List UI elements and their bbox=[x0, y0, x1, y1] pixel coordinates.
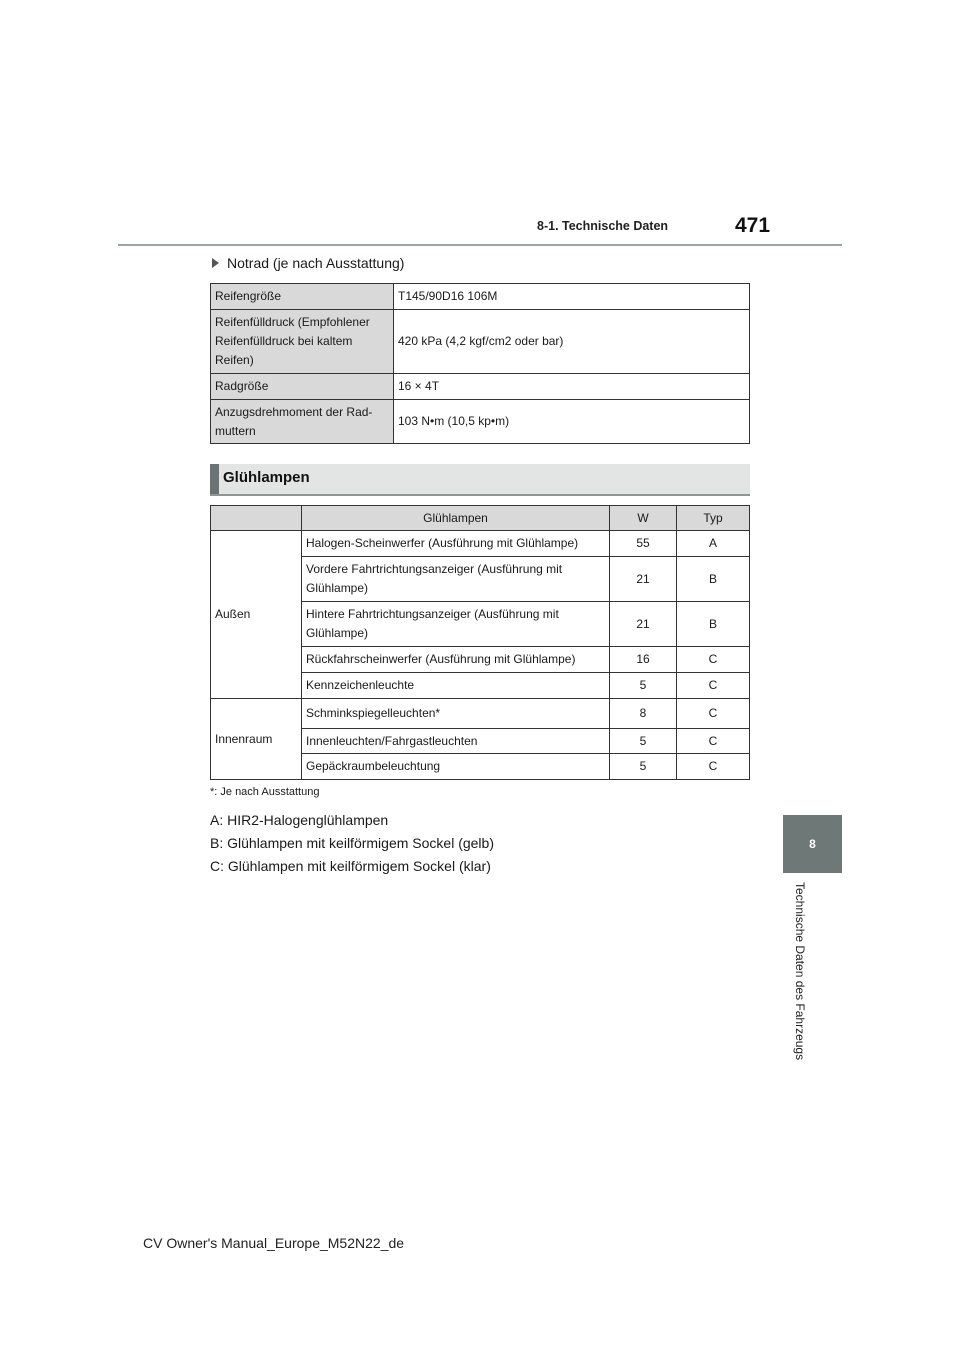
bulb-type: B bbox=[677, 602, 750, 647]
bulbs-section-heading bbox=[210, 464, 750, 496]
legend-item: A: HIR2-Halogenglühlampen bbox=[210, 812, 389, 828]
bulb-type: A bbox=[677, 531, 750, 557]
chapter-side-label: Technische Daten des Fahrzeugs bbox=[793, 882, 807, 1061]
bulb-watt: 5 bbox=[610, 673, 677, 699]
bulb-type: C bbox=[677, 647, 750, 673]
spare-wheel-table bbox=[210, 283, 750, 444]
bulb-watt: 21 bbox=[610, 557, 677, 602]
group-label: Innenraum bbox=[211, 699, 302, 780]
bulb-name: Kennzeichenleuchte bbox=[302, 673, 610, 699]
row-value: 103 N•m (10,5 kp•m) bbox=[394, 400, 750, 444]
row-value: 16 × 4T bbox=[394, 374, 750, 400]
bulb-name: Schminkspiegelleuchten* bbox=[302, 699, 610, 729]
bulb-type: C bbox=[677, 729, 750, 754]
bulb-watt: 8 bbox=[610, 699, 677, 729]
page-footer: CV Owner's Manual_Europe_M52N22_de bbox=[143, 1235, 405, 1251]
column-header: Typ bbox=[677, 506, 750, 531]
bulb-watt: 5 bbox=[610, 729, 677, 754]
bulb-name: Innenleuchten/Fahrgastleuchten bbox=[302, 729, 610, 754]
spare-wheel-heading-text: Notrad (je nach Ausstattung) bbox=[227, 255, 405, 271]
bulb-watt: 55 bbox=[610, 531, 677, 557]
table-header-row bbox=[211, 506, 750, 531]
row-label: Anzugsdrehmoment der Rad-muttern bbox=[211, 400, 394, 444]
footnote: *: Je nach Ausstattung bbox=[210, 786, 320, 798]
row-value: 420 kPa (4,2 kgf/cm2 oder bar) bbox=[394, 310, 750, 374]
row-label: Radgröße bbox=[211, 374, 394, 400]
page-number: 471 bbox=[735, 214, 771, 237]
column-header: W bbox=[610, 506, 677, 531]
bulb-name: Gepäckraumbeleuchtung bbox=[302, 754, 610, 780]
table-row bbox=[211, 531, 750, 557]
bulb-type: B bbox=[677, 557, 750, 602]
bulb-type-legend bbox=[210, 809, 494, 878]
bulb-name: Halogen-Scheinwerfer (Ausführung mit Glühlampe) bbox=[302, 531, 610, 557]
group-label: Außen bbox=[211, 531, 302, 699]
bulb-name: Rückfahrscheinwerfer (Ausführung mit Glühlampe) bbox=[302, 647, 610, 673]
table-row bbox=[211, 400, 750, 444]
section-marker bbox=[210, 464, 219, 494]
bulb-name: Hintere Fahrtrichtungsanzeiger (Ausführung mit Glühlampe) bbox=[302, 602, 610, 647]
spare-wheel-heading bbox=[212, 255, 404, 271]
bulb-type: C bbox=[677, 673, 750, 699]
bulb-watt: 21 bbox=[610, 602, 677, 647]
bulbs-section-title: Glühlampen bbox=[223, 469, 310, 486]
bulb-type: C bbox=[677, 699, 750, 729]
triangle-bullet-icon bbox=[212, 258, 219, 268]
row-value: T145/90D16 106M bbox=[394, 284, 750, 310]
table-row bbox=[211, 284, 750, 310]
table-row bbox=[211, 374, 750, 400]
legend-item: C: Glühlampen mit keilförmigem Sockel (klar) bbox=[210, 858, 491, 874]
column-header: Glühlampen bbox=[302, 506, 610, 531]
chapter-tab: 8 bbox=[783, 815, 842, 873]
table-row bbox=[211, 699, 750, 729]
legend-item: B: Glühlampen mit keilförmigem Sockel (gelb) bbox=[210, 835, 494, 851]
bulb-watt: 16 bbox=[610, 647, 677, 673]
table-row bbox=[211, 310, 750, 374]
bulb-type: C bbox=[677, 754, 750, 780]
row-label: Reifenfülldruck (Empfohlener Reifenfülldruck bei kaltem Reifen) bbox=[211, 310, 394, 374]
header-divider bbox=[118, 244, 842, 246]
row-label: Reifengröße bbox=[211, 284, 394, 310]
section-title: 8-1. Technische Daten bbox=[537, 219, 669, 233]
bulb-watt: 5 bbox=[610, 754, 677, 780]
column-header bbox=[211, 506, 302, 531]
bulbs-table bbox=[210, 505, 750, 780]
bulb-name: Vordere Fahrtrichtungsanzeiger (Ausführung mit Glühlampe) bbox=[302, 557, 610, 602]
